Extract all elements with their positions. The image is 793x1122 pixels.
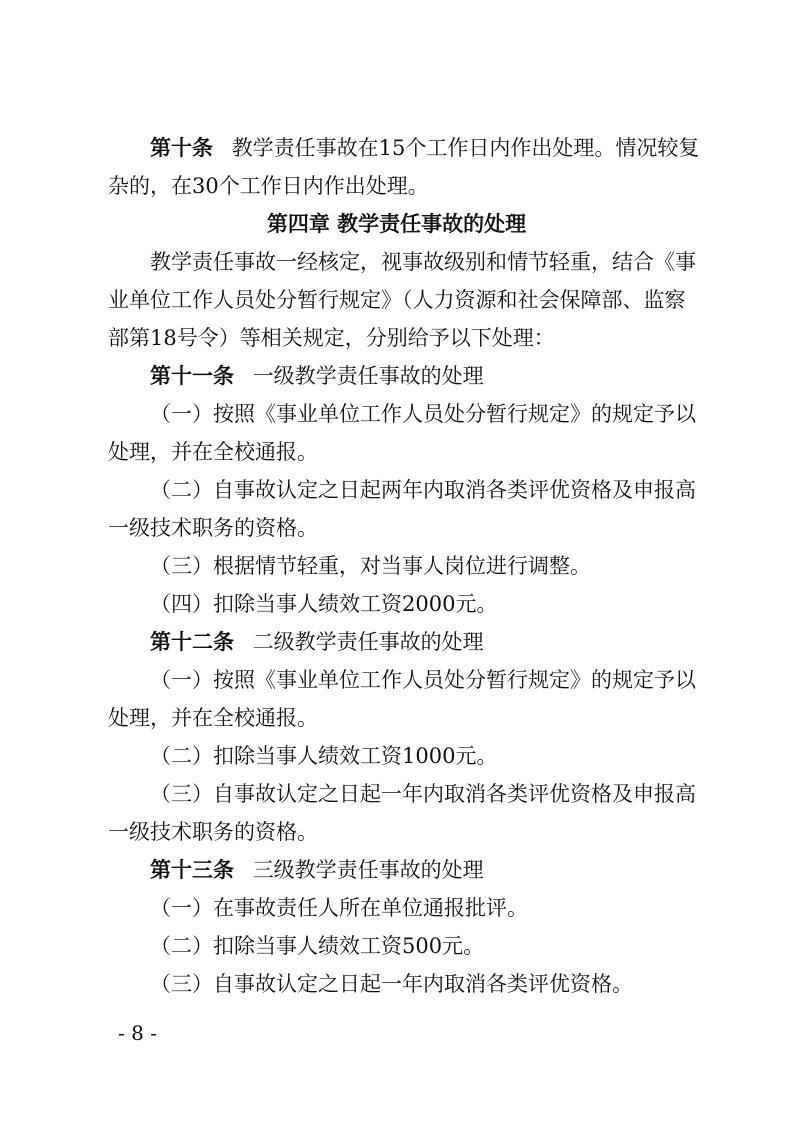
article-10-label: 第十条 xyxy=(150,136,213,160)
article-10-text-2: 杂的，在30个工作日内作出处理。 xyxy=(108,174,429,198)
article-13-label: 第十三条 xyxy=(150,858,234,882)
article-13-item-2 xyxy=(0,926,793,966)
article-12-item-3-line-1 xyxy=(0,774,793,814)
article-11-title: 一级教学责任事故的处理 xyxy=(252,364,484,388)
article-11-item-1-text-1: （一）按照《事业单位工作人员处分暂行规定》的规定予以 xyxy=(150,402,696,426)
article-10-line-1 xyxy=(0,128,793,168)
article-11-label: 第十一条 xyxy=(150,364,234,388)
article-11-item-1-line-2 xyxy=(0,432,793,472)
article-11-item-2-line-2 xyxy=(0,508,793,548)
article-11-item-2-text-1: （二）自事故认定之日起两年内取消各类评优资格及申报高 xyxy=(150,478,696,502)
article-12-item-1-text-2: 处理，并在全校通报。 xyxy=(108,706,318,730)
article-13-heading xyxy=(0,850,793,890)
article-13-item-3-text: （三）自事故认定之日起一年内取消各类评优资格。 xyxy=(150,972,633,996)
article-12-heading xyxy=(0,622,793,662)
chapter-4-intro-text-3: 部第18号令）等相关规定，分别给予以下处理： xyxy=(108,326,555,350)
article-11-item-3-text: （三）根据情节轻重，对当事人岗位进行调整。 xyxy=(150,554,591,578)
chapter-4-intro-line-1 xyxy=(0,242,793,282)
article-11-heading xyxy=(0,356,793,396)
article-11-item-1-line-1 xyxy=(0,394,793,434)
article-12-item-3-text-1: （三）自事故认定之日起一年内取消各类评优资格及申报高 xyxy=(150,782,696,806)
chapter-4-intro-text-2: 业单位工作人员处分暂行规定》（人力资源和社会保障部、监察 xyxy=(108,288,686,312)
article-12-item-1-text-1: （一）按照《事业单位工作人员处分暂行规定》的规定予以 xyxy=(150,668,696,692)
chapter-4-intro-line-3 xyxy=(0,318,793,358)
article-13-item-3 xyxy=(0,964,793,1004)
article-11-item-2-text-2: 一级技术职务的资格。 xyxy=(108,516,318,540)
chapter-4-intro-text-1: 教学责任事故一经核定，视事故级别和情节轻重，结合《事 xyxy=(150,250,696,274)
article-13-title: 三级教学责任事故的处理 xyxy=(252,858,484,882)
article-11-item-4 xyxy=(0,584,793,624)
article-11-item-4-text: （四）扣除当事人绩效工资2000元。 xyxy=(150,592,498,616)
chapter-4-heading: 第四章 教学责任事故的处理 xyxy=(266,212,527,236)
article-12-item-2 xyxy=(0,736,793,776)
article-10-text-1: 教学责任事故在15个工作日内作出处理。情况较复 xyxy=(231,136,700,160)
page-number: - 8 - xyxy=(118,1021,157,1045)
article-12-item-3-text-2: 一级技术职务的资格。 xyxy=(108,820,318,844)
article-12-item-1-line-1 xyxy=(0,660,793,700)
article-13-item-1 xyxy=(0,888,793,928)
article-10-line-2 xyxy=(0,166,793,206)
article-12-item-2-text: （二）扣除当事人绩效工资1000元。 xyxy=(150,744,498,768)
article-12-label: 第十二条 xyxy=(150,630,234,654)
article-12-item-3-line-2 xyxy=(0,812,793,852)
article-12-title: 二级教学责任事故的处理 xyxy=(252,630,484,654)
article-11-item-1-text-2: 处理，并在全校通报。 xyxy=(108,440,318,464)
article-13-item-2-text: （二）扣除当事人绩效工资500元。 xyxy=(150,934,485,958)
chapter-4-intro-line-2 xyxy=(0,280,793,320)
article-11-item-3 xyxy=(0,546,793,586)
article-12-item-1-line-2 xyxy=(0,698,793,738)
article-11-item-2-line-1 xyxy=(0,470,793,510)
article-13-item-1-text: （一）在事故责任人所在单位通报批评。 xyxy=(150,896,528,920)
